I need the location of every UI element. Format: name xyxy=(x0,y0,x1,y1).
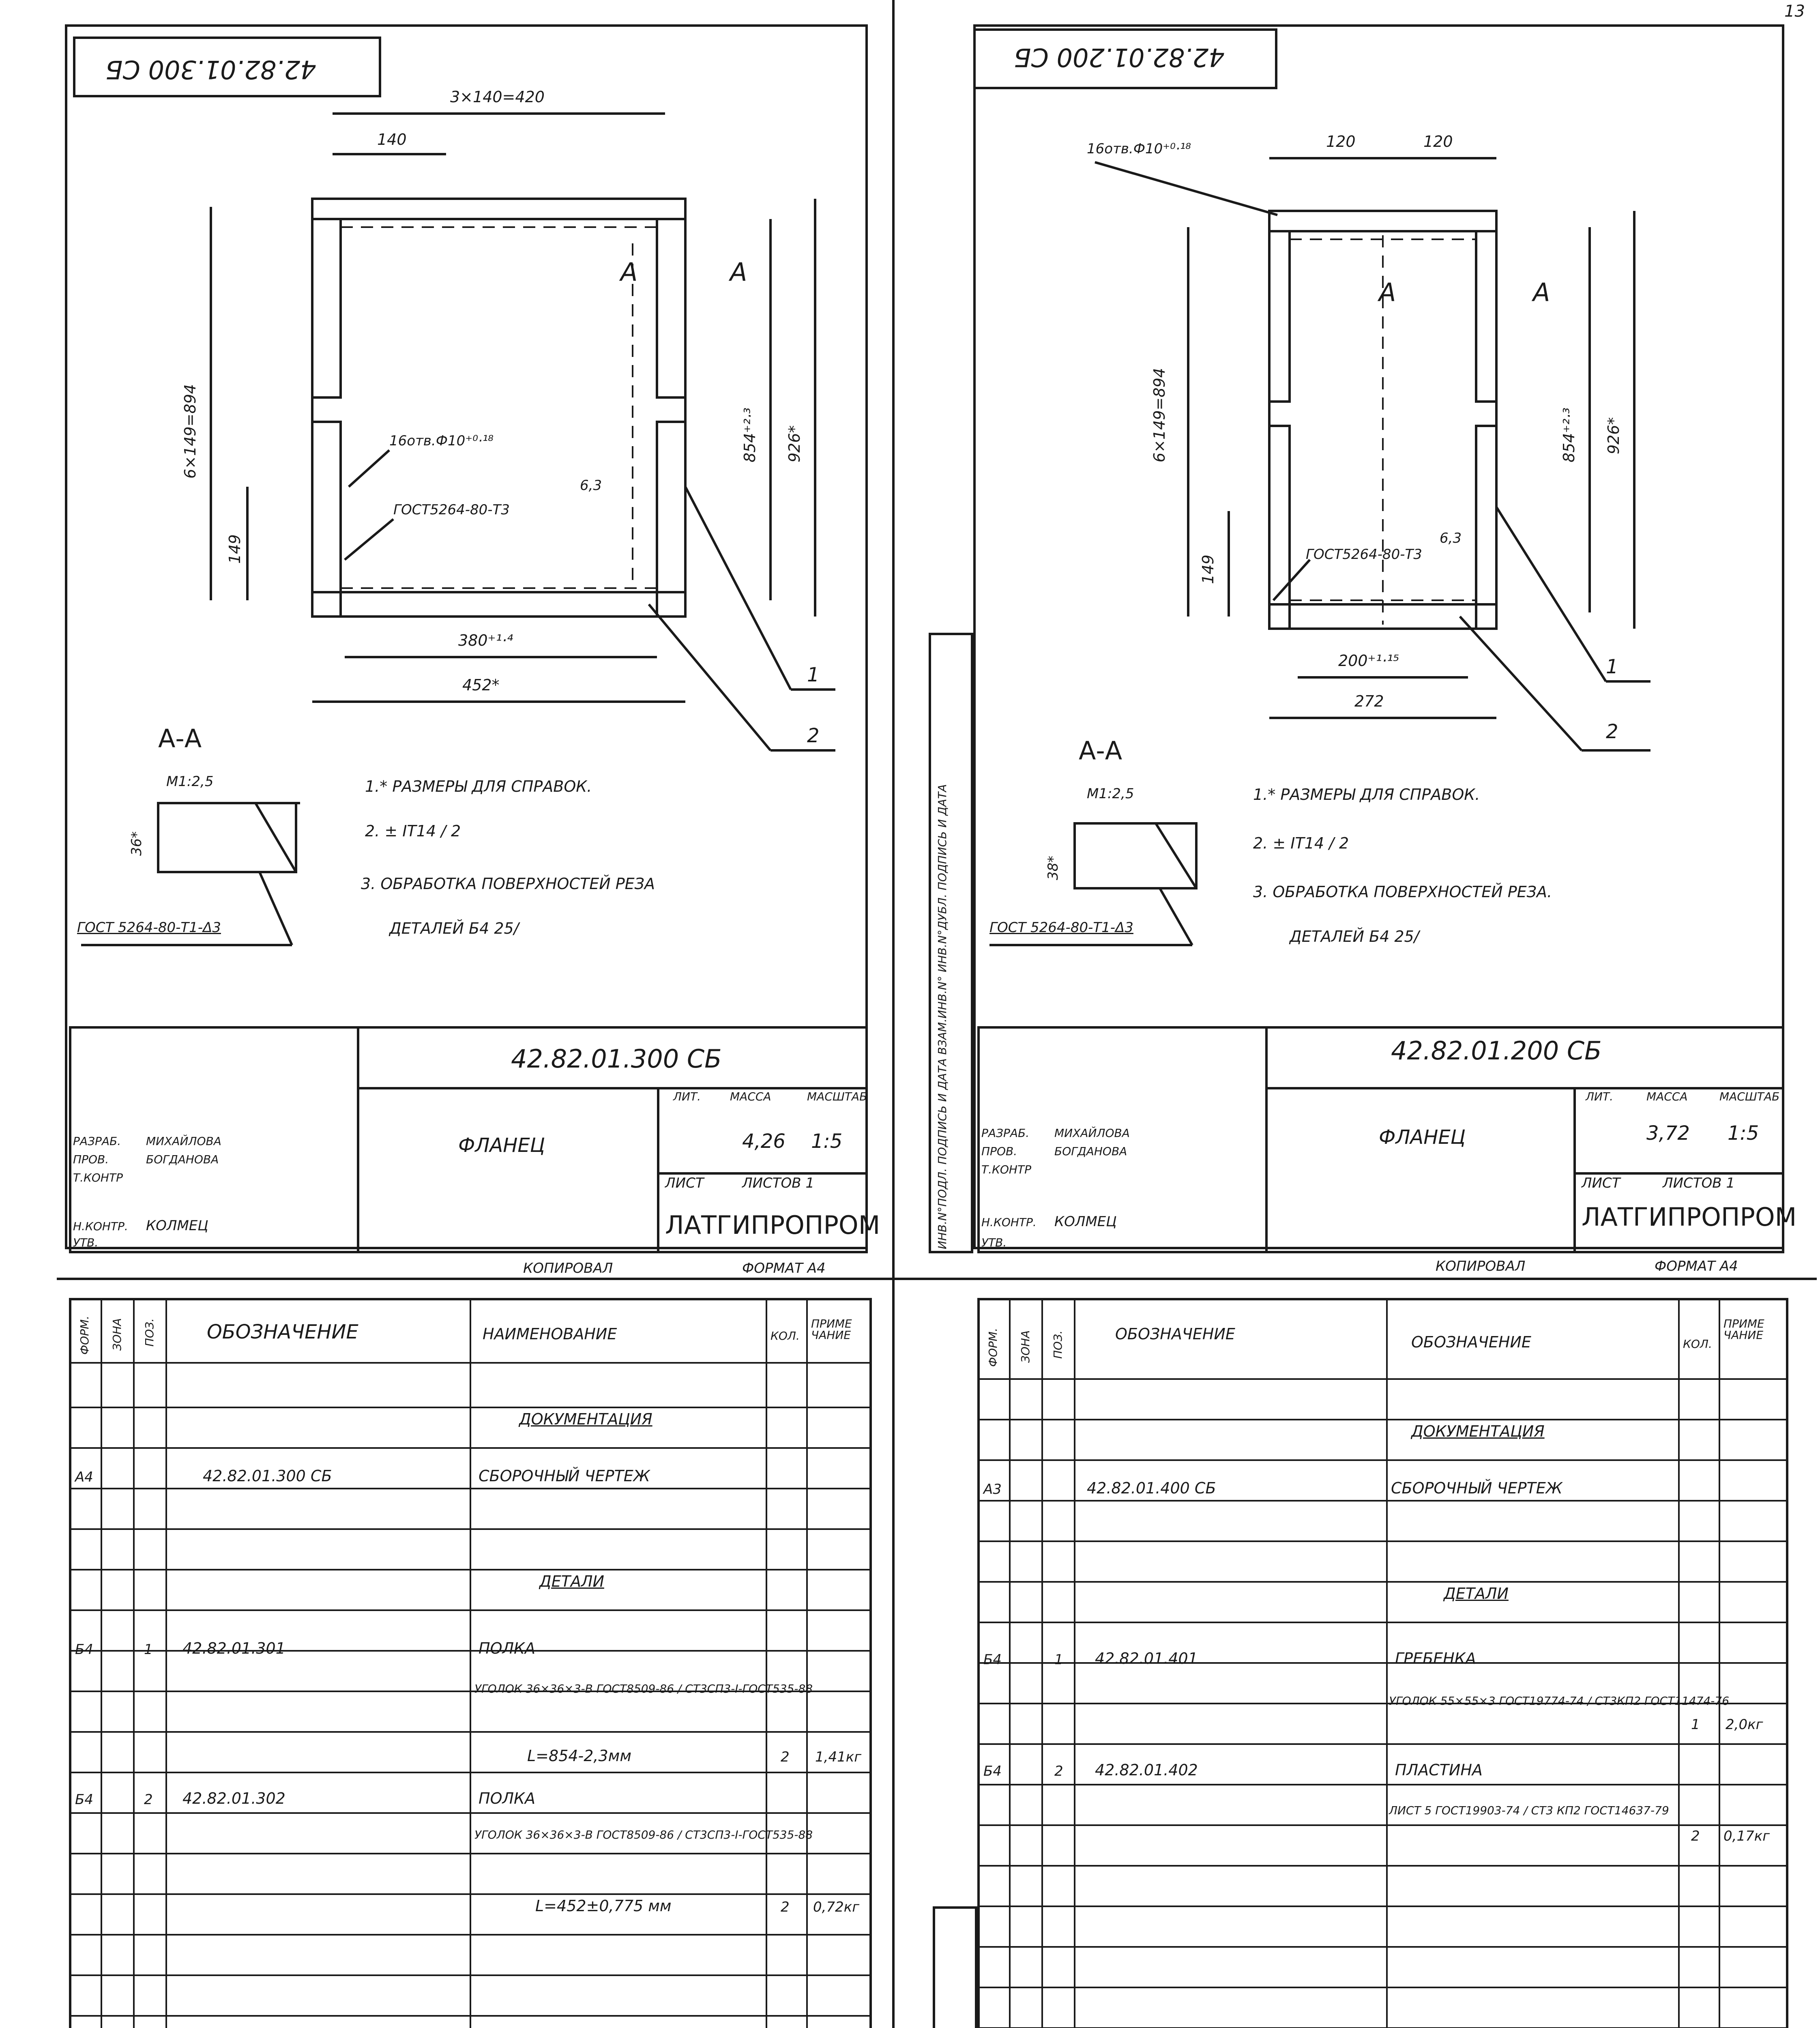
spec-r-r1-pos: 1 xyxy=(1054,1652,1063,1668)
r-dim-left: 6×149=894 xyxy=(1150,368,1168,462)
side-stamp-bottom xyxy=(933,1906,977,2028)
code-mirror-right: 42.82.01.200 СБ xyxy=(1014,43,1225,72)
section-weld: ГОСТ 5264-80-Т1-Δ3 xyxy=(77,919,221,936)
spec-l-r0-form: А4 xyxy=(75,1469,93,1485)
dim-left-small: 149 xyxy=(226,534,244,564)
spec-l-r1-name: ПОЛКА xyxy=(479,1639,536,1657)
tb-left-name: ФЛАНЕЦ xyxy=(458,1134,545,1157)
spec-l-r5-name: УГОЛОК 36×36×3-В ГОСТ8509-86 / СТ3СП3-I-ГОСТ535-88 xyxy=(474,1828,813,1841)
spec-l-r6-qty: 2 xyxy=(781,1899,790,1915)
spec-r-r3-name: ПЛАСТИНА xyxy=(1395,1761,1483,1779)
r-note-2: 2. ± IT14 / 2 xyxy=(1253,834,1349,852)
r-weld-label: ГОСТ5264-80-Т3 xyxy=(1306,546,1422,563)
tb-right-masshtab: МАСШТАБ xyxy=(1719,1090,1780,1103)
footer-format-1: ФОРМАТ А4 xyxy=(742,1260,826,1276)
r-dim-top-b: 120 xyxy=(1423,133,1453,150)
spec-r-r4-name: ЛИСТ 5 ГОСТ19903-74 / СТ3 КП2 ГОСТ14637-79 xyxy=(1389,1804,1669,1817)
tb-left-razrab-name: МИХАЙЛОВА xyxy=(146,1134,221,1148)
spec-l-r4-name: ПОЛКА xyxy=(479,1790,536,1807)
section-mark-a2: А xyxy=(730,257,747,287)
footer-format-2: ФОРМАТ А4 xyxy=(1655,1258,1738,1274)
spec-l-r4-pos: 2 xyxy=(144,1792,153,1808)
tb-left-lit: ЛИТ. xyxy=(673,1090,701,1103)
spec-r-r2-note: 2,0кг xyxy=(1726,1716,1763,1733)
spec-l-r6-name: L=452±0,775 мм xyxy=(535,1897,672,1915)
section-title: А-А xyxy=(158,724,202,753)
r-section-mark-a2: А xyxy=(1533,277,1550,307)
tb-right-lit: ЛИТ. xyxy=(1586,1090,1614,1103)
spec-l-section-doc: ДОКУМЕНТАЦИЯ xyxy=(519,1410,652,1428)
spec-r-r4-qty: 2 xyxy=(1691,1828,1700,1844)
spec-l-h-form: ФОРМ. xyxy=(78,1315,91,1355)
r-section-title: А-А xyxy=(1079,736,1122,765)
spec-r-r3-form: Б4 xyxy=(983,1763,1002,1779)
tb-left-prov-name: БОГДАНОВА xyxy=(146,1153,219,1166)
spec-r-h-zone: ЗОНА xyxy=(1019,1330,1032,1363)
spec-r-r1-form: Б4 xyxy=(983,1652,1002,1668)
note-4: ДЕТАЛЕЙ Б4 25/ xyxy=(389,919,519,937)
spec-r-section-det: ДЕТАЛИ xyxy=(1444,1585,1509,1603)
tb-left-masshtab: МАСШТАБ xyxy=(807,1090,867,1103)
tb-right-razrab: РАЗРАБ. xyxy=(981,1126,1030,1140)
tb-left-list: ЛИСТ xyxy=(665,1175,704,1191)
dim-left: 6×149=894 xyxy=(181,384,199,479)
r-note-4: ДЕТАЛЕЙ Б4 25/ xyxy=(1290,928,1419,945)
spec-l-section-det: ДЕТАЛИ xyxy=(539,1573,604,1590)
tb-right-org: ЛАТГИПРОПРОМ xyxy=(1582,1202,1797,1232)
spec-l-r4-code: 42.82.01.302 xyxy=(182,1790,285,1807)
spec-l-h-pos: ПОЗ. xyxy=(143,1318,156,1347)
r-dim-right-inner: 854⁺²·³ xyxy=(1560,407,1578,462)
spec-r-r2-name: УГОЛОК 55×55×3 ГОСТ19774-74 / СТ3КП2 ГОСТ11474-76 xyxy=(1389,1694,1730,1708)
spec-r-r0-name: СБОРОЧНЫЙ ЧЕРТЕЖ xyxy=(1391,1479,1562,1497)
roughness-label: 6,3 xyxy=(580,477,602,494)
tb-left-prov: ПРОВ. xyxy=(73,1153,109,1166)
dim-top: 3×140=420 xyxy=(450,88,545,106)
tb-left-scale: 1:5 xyxy=(811,1130,843,1153)
dim-right-outer: 926* xyxy=(786,425,803,462)
spec-r-h-note: ПРИМЕ ЧАНИЕ xyxy=(1723,1317,1764,1342)
note-1: 1.* РАЗМЕРЫ ДЛЯ СПРАВОК. xyxy=(365,778,592,795)
tb-left-sheets: ЛИСТОВ 1 xyxy=(742,1175,815,1191)
spec-l-h-designation: ОБОЗНАЧЕНИЕ xyxy=(207,1321,358,1343)
callout-1: 1 xyxy=(807,664,820,686)
spec-r-h-qty: КОЛ. xyxy=(1683,1337,1712,1351)
footer-copied-2: КОПИРОВАЛ xyxy=(1436,1258,1526,1274)
tb-right-razrab-name: МИХАЙЛОВА xyxy=(1054,1126,1130,1140)
r-callout-1: 1 xyxy=(1606,655,1618,678)
spec-l-h-name: НАИМЕНОВАНИЕ xyxy=(483,1325,617,1343)
r-dim-bottom-outer: 272 xyxy=(1354,692,1384,710)
spec-r-r2-qty: 1 xyxy=(1691,1716,1700,1733)
spec-r-h-name: ОБОЗНАЧЕНИЕ xyxy=(1411,1333,1531,1351)
spec-r-section-doc: ДОКУМЕНТАЦИЯ xyxy=(1411,1422,1545,1440)
tb-left-tkontr: Т.КОНТР xyxy=(73,1171,123,1184)
dim-bottom-inner: 380⁺¹·⁴ xyxy=(458,632,513,649)
r-roughness-label: 6,3 xyxy=(1440,530,1462,546)
r-callout-2: 2 xyxy=(1606,720,1618,743)
section-mark-a1: А xyxy=(620,257,638,287)
spec-r-r3-code: 42.82.01.402 xyxy=(1095,1761,1198,1779)
r-section-weld: ГОСТ 5264-80-Т1-Δ3 xyxy=(989,919,1133,936)
tb-left-utv: УТВ. xyxy=(73,1236,99,1249)
tb-left-code: 42.82.01.300 СБ xyxy=(511,1044,722,1074)
dim-right-inner: 854⁺²·³ xyxy=(741,407,759,462)
side-stamp-text-top: ИНВ.N°ПОДЛ. ПОДПИСЬ И ДАТА ВЗАМ.ИНВ.N° ИНВ.N°ДУБЛ. ПОДПИСЬ И ДАТА xyxy=(936,784,949,1249)
spec-r-h-form: ФОРМ. xyxy=(986,1328,1000,1367)
spec-l-h-zone: ЗОНА xyxy=(110,1318,124,1351)
r-note-3: 3. ОБРАБОТКА ПОВЕРХНОСТЕЙ РЕЗА. xyxy=(1253,883,1552,901)
spec-r-r4-note: 0,17кг xyxy=(1723,1828,1770,1844)
tb-left-razrab: РАЗРАБ. xyxy=(73,1134,121,1148)
r-section-dim: 38* xyxy=(1045,855,1061,880)
spec-l-r6-note: 0,72кг xyxy=(813,1899,860,1915)
tb-right-scale: 1:5 xyxy=(1728,1122,1759,1145)
r-dim-bottom-inner: 200⁺¹·¹⁵ xyxy=(1338,652,1399,670)
r-note-1: 1.* РАЗМЕРЫ ДЛЯ СПРАВОК. xyxy=(1253,786,1480,803)
spec-l-r0-name: СБОРОЧНЫЙ ЧЕРТЕЖ xyxy=(479,1467,650,1485)
tb-right-nkontr: Н.КОНТР. xyxy=(981,1216,1037,1229)
tb-right-utv: УТВ. xyxy=(981,1236,1007,1249)
holes-label: 16отв.Ф10⁺⁰·¹⁸ xyxy=(389,433,494,449)
note-2: 2. ± IT14 / 2 xyxy=(365,822,461,840)
tb-right-massa: МАССА xyxy=(1646,1090,1688,1103)
spec-l-r1-form: Б4 xyxy=(75,1641,93,1658)
spec-l-r3-note: 1,41кг xyxy=(815,1749,862,1765)
page-number: 13 xyxy=(1784,2,1805,21)
spec-r-h-designation: ОБОЗНАЧЕНИЕ xyxy=(1115,1325,1235,1343)
spec-r-r0-form: А3 xyxy=(983,1481,1002,1497)
spec-l-h-qty: КОЛ. xyxy=(770,1329,800,1343)
dim-bottom-outer: 452* xyxy=(462,676,500,694)
r-dim-top-a: 120 xyxy=(1326,133,1356,150)
spec-l-r1-code: 42.82.01.301 xyxy=(182,1639,285,1657)
tb-right-tkontr: Т.КОНТР xyxy=(981,1163,1031,1176)
note-3: 3. ОБРАБОТКА ПОВЕРХНОСТЕЙ РЕЗА xyxy=(361,875,655,893)
spec-r-r1-name: ГРЕБЕНКА xyxy=(1395,1650,1476,1667)
section-scale: М1:2,5 xyxy=(166,773,214,790)
tb-left-nkontr-name: КОЛМЕЦ xyxy=(146,1218,208,1234)
spec-l-r2-name: УГОЛОК 36×36×3-В ГОСТ8509-86 / СТ3СП3-I-ГОСТ535-88 xyxy=(474,1682,813,1695)
code-mirror-left: 42.82.01.300 СБ xyxy=(105,55,316,84)
spec-l-r1-pos: 1 xyxy=(144,1641,153,1658)
r-dim-left-small: 149 xyxy=(1199,554,1217,584)
tb-right-prov-name: БОГДАНОВА xyxy=(1054,1145,1127,1158)
r-holes-label: 16отв.Ф10⁺⁰·¹⁸ xyxy=(1087,141,1191,157)
spec-l-r3-qty: 2 xyxy=(781,1749,790,1765)
tb-right-prov: ПРОВ. xyxy=(981,1145,1017,1158)
tb-right-code: 42.82.01.200 СБ xyxy=(1391,1036,1602,1066)
spec-r-r1-code: 42.82.01.401 xyxy=(1095,1650,1198,1667)
spec-l-h-note: ПРИМЕ ЧАНИЕ xyxy=(811,1317,852,1342)
spec-r-h-pos: ПОЗ. xyxy=(1051,1330,1065,1359)
r-section-scale: М1:2,5 xyxy=(1087,786,1134,802)
spec-r-r0-code: 42.82.01.400 СБ xyxy=(1087,1479,1216,1497)
dim-top-part: 140 xyxy=(377,131,407,148)
section-dim: 36* xyxy=(129,831,145,856)
tb-left-massa: МАССА xyxy=(730,1090,771,1103)
tb-left-org: ЛАТГИПРОПРОМ xyxy=(665,1210,880,1240)
tb-left-mass: 4,26 xyxy=(742,1130,786,1153)
weld-label: ГОСТ5264-80-Т3 xyxy=(393,502,510,518)
spec-r-r3-pos: 2 xyxy=(1054,1763,1063,1779)
tb-right-nkontr-name: КОЛМЕЦ xyxy=(1054,1214,1117,1230)
tb-right-sheets: ЛИСТОВ 1 xyxy=(1663,1175,1735,1191)
tb-left-nkontr: Н.КОНТР. xyxy=(73,1220,128,1233)
tb-right-name: ФЛАНЕЦ xyxy=(1379,1126,1466,1149)
tb-right-list: ЛИСТ xyxy=(1582,1175,1620,1191)
callout-2: 2 xyxy=(807,724,820,747)
footer-copied-1: КОПИРОВАЛ xyxy=(523,1260,613,1276)
r-dim-right-outer: 926* xyxy=(1605,417,1623,454)
spec-l-r4-form: Б4 xyxy=(75,1792,93,1808)
spec-l-r3-name: L=854-2,3мм xyxy=(527,1747,632,1765)
tb-right-mass: 3,72 xyxy=(1646,1122,1690,1145)
spec-l-r0-code: 42.82.01.300 СБ xyxy=(203,1467,332,1485)
r-section-mark-a1: А xyxy=(1379,277,1396,307)
